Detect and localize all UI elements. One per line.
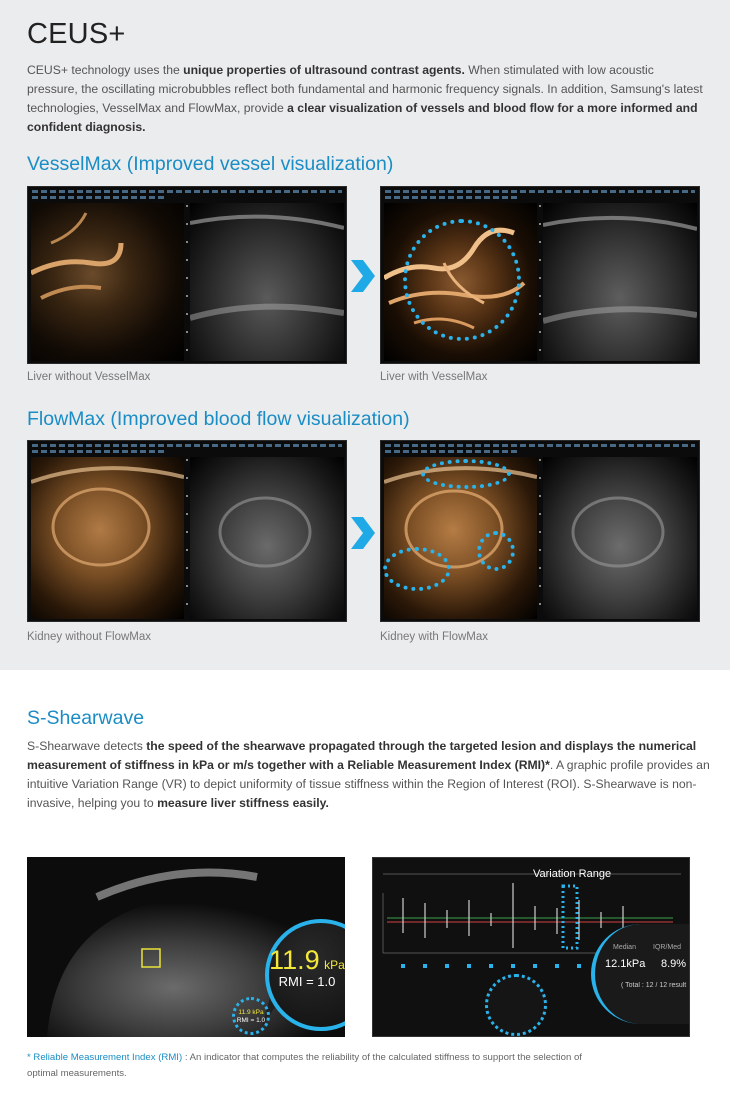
- small-kpa: 11.9 kPa: [238, 1009, 264, 1016]
- depth-scale: [186, 205, 188, 357]
- footnote-text: : An indicator that computes the reliability of the calculated stiffness to support the selection of optimal measurements.: [27, 1052, 582, 1079]
- bmode-view: [543, 457, 697, 619]
- ceus-title: CEUS+: [27, 18, 126, 50]
- small-stats-ring: [485, 974, 547, 1036]
- image-header-text: [32, 196, 166, 199]
- arrow-right-icon: [347, 258, 377, 294]
- ceus-intro-part: When stimulated with low acoustic pressure, the oscillating microbubbles reflect both fundamental and harmonic frequency signals. In addition, Samsung's latest technologies, VesselMax and FlowMax, provide: [27, 63, 703, 115]
- depth-scale: [186, 459, 188, 615]
- variation-range-label: Variation Range: [533, 868, 612, 880]
- stats-callout: [591, 924, 690, 1024]
- kpa-readout: [267, 945, 345, 989]
- image-header-text: [385, 450, 519, 453]
- shearwave-heading: S-Shearwave: [27, 707, 145, 729]
- median-label: Median: [613, 944, 636, 951]
- iqr-label: IQR/Med: [653, 944, 682, 951]
- ceus-intro-part: a clear visualization of vessels and blood flow for a more informed and confident diagnosis.: [27, 101, 698, 134]
- iqr-value: 8.9%: [661, 958, 687, 970]
- shearwave-text-part: S-Shearwave detects: [27, 739, 147, 753]
- flowmax-left-caption: Kidney without FlowMax: [27, 631, 151, 643]
- shearwave-text-part: the speed of the shearwave propagated through the targeted lesion and displays the numerical measurement of stiffness in kPa or m/s together with a Reliable Measurement Index (RMI)*: [27, 739, 697, 772]
- shearwave-text-part: measure liver stiffness easily.: [157, 796, 329, 810]
- shearwave-left-image: [27, 857, 345, 1037]
- vesselmax-left-caption: Liver without VesselMax: [27, 371, 151, 383]
- depth-scale: [539, 459, 541, 615]
- vesselmax-heading: VesselMax (Improved vessel visualization): [27, 153, 394, 175]
- image-header-text: [385, 190, 695, 193]
- highlight-ring-top: [421, 459, 511, 489]
- median-value: 12.1kPa: [605, 958, 646, 970]
- image-header-text: [32, 444, 342, 447]
- flowmax-heading: FlowMax (Improved blood flow visualization): [27, 408, 410, 430]
- arrow-right-icon: [347, 515, 377, 551]
- highlight-ring-right: [477, 531, 515, 571]
- tissue-layers: [543, 457, 697, 619]
- kidney-shape: [31, 457, 184, 619]
- depth-scale: [539, 205, 541, 357]
- ceus-intro-part: unique properties of ultrasound contrast agents.: [183, 63, 465, 77]
- bmode-view: [190, 203, 344, 361]
- vesselmax-right-caption: Liver with VesselMax: [380, 371, 488, 383]
- kpa-unit: kPa: [324, 958, 345, 972]
- image-header-text: [32, 190, 342, 193]
- contrast-view: [31, 457, 184, 619]
- shearwave-text-part: . A graphic profile provides an intuitive Variation Range (VR) to depict uniformity of tissue stiffness within the Region of Interest (ROI). S-Shearwave is non-invasive, helping you to: [27, 758, 710, 810]
- tissue-layers: [190, 203, 344, 361]
- flowmax-right-image: [380, 440, 700, 622]
- bmode-view: [543, 203, 697, 361]
- footnote-marker: *: [27, 1052, 34, 1063]
- vesselmax-right-image: [380, 186, 700, 364]
- total-results: ( Total : 12 / 12 result: [621, 982, 687, 989]
- image-header-text: [32, 450, 166, 453]
- image-header-text: [385, 444, 695, 447]
- tissue-layers: [543, 203, 697, 361]
- highlight-ring-bottom: [383, 547, 451, 591]
- small-readout: [233, 1009, 269, 1025]
- footnote: [27, 1050, 587, 1082]
- vesselmax-left-image: [27, 186, 347, 364]
- contrast-view: [31, 203, 184, 361]
- shearwave-text: [27, 737, 717, 813]
- bmode-view: [190, 457, 344, 619]
- image-header-text: [385, 196, 519, 199]
- kpa-value: 11.9: [269, 945, 320, 975]
- rmi-value: RMI = 1.0: [278, 974, 336, 989]
- highlight-ring: [403, 219, 521, 341]
- flowmax-left-image: [27, 440, 347, 622]
- flowmax-right-caption: Kidney with FlowMax: [380, 631, 489, 643]
- footnote-term: Reliable Measurement Index (RMI): [33, 1052, 183, 1063]
- tissue-layers: [190, 457, 344, 619]
- ceus-intro: [27, 61, 707, 137]
- ceus-intro-part: CEUS+ technology uses the: [27, 63, 184, 77]
- vessel-branches: [31, 203, 184, 361]
- shearwave-right-image: [372, 857, 690, 1037]
- small-rmi: RMI = 1.0: [236, 1017, 266, 1024]
